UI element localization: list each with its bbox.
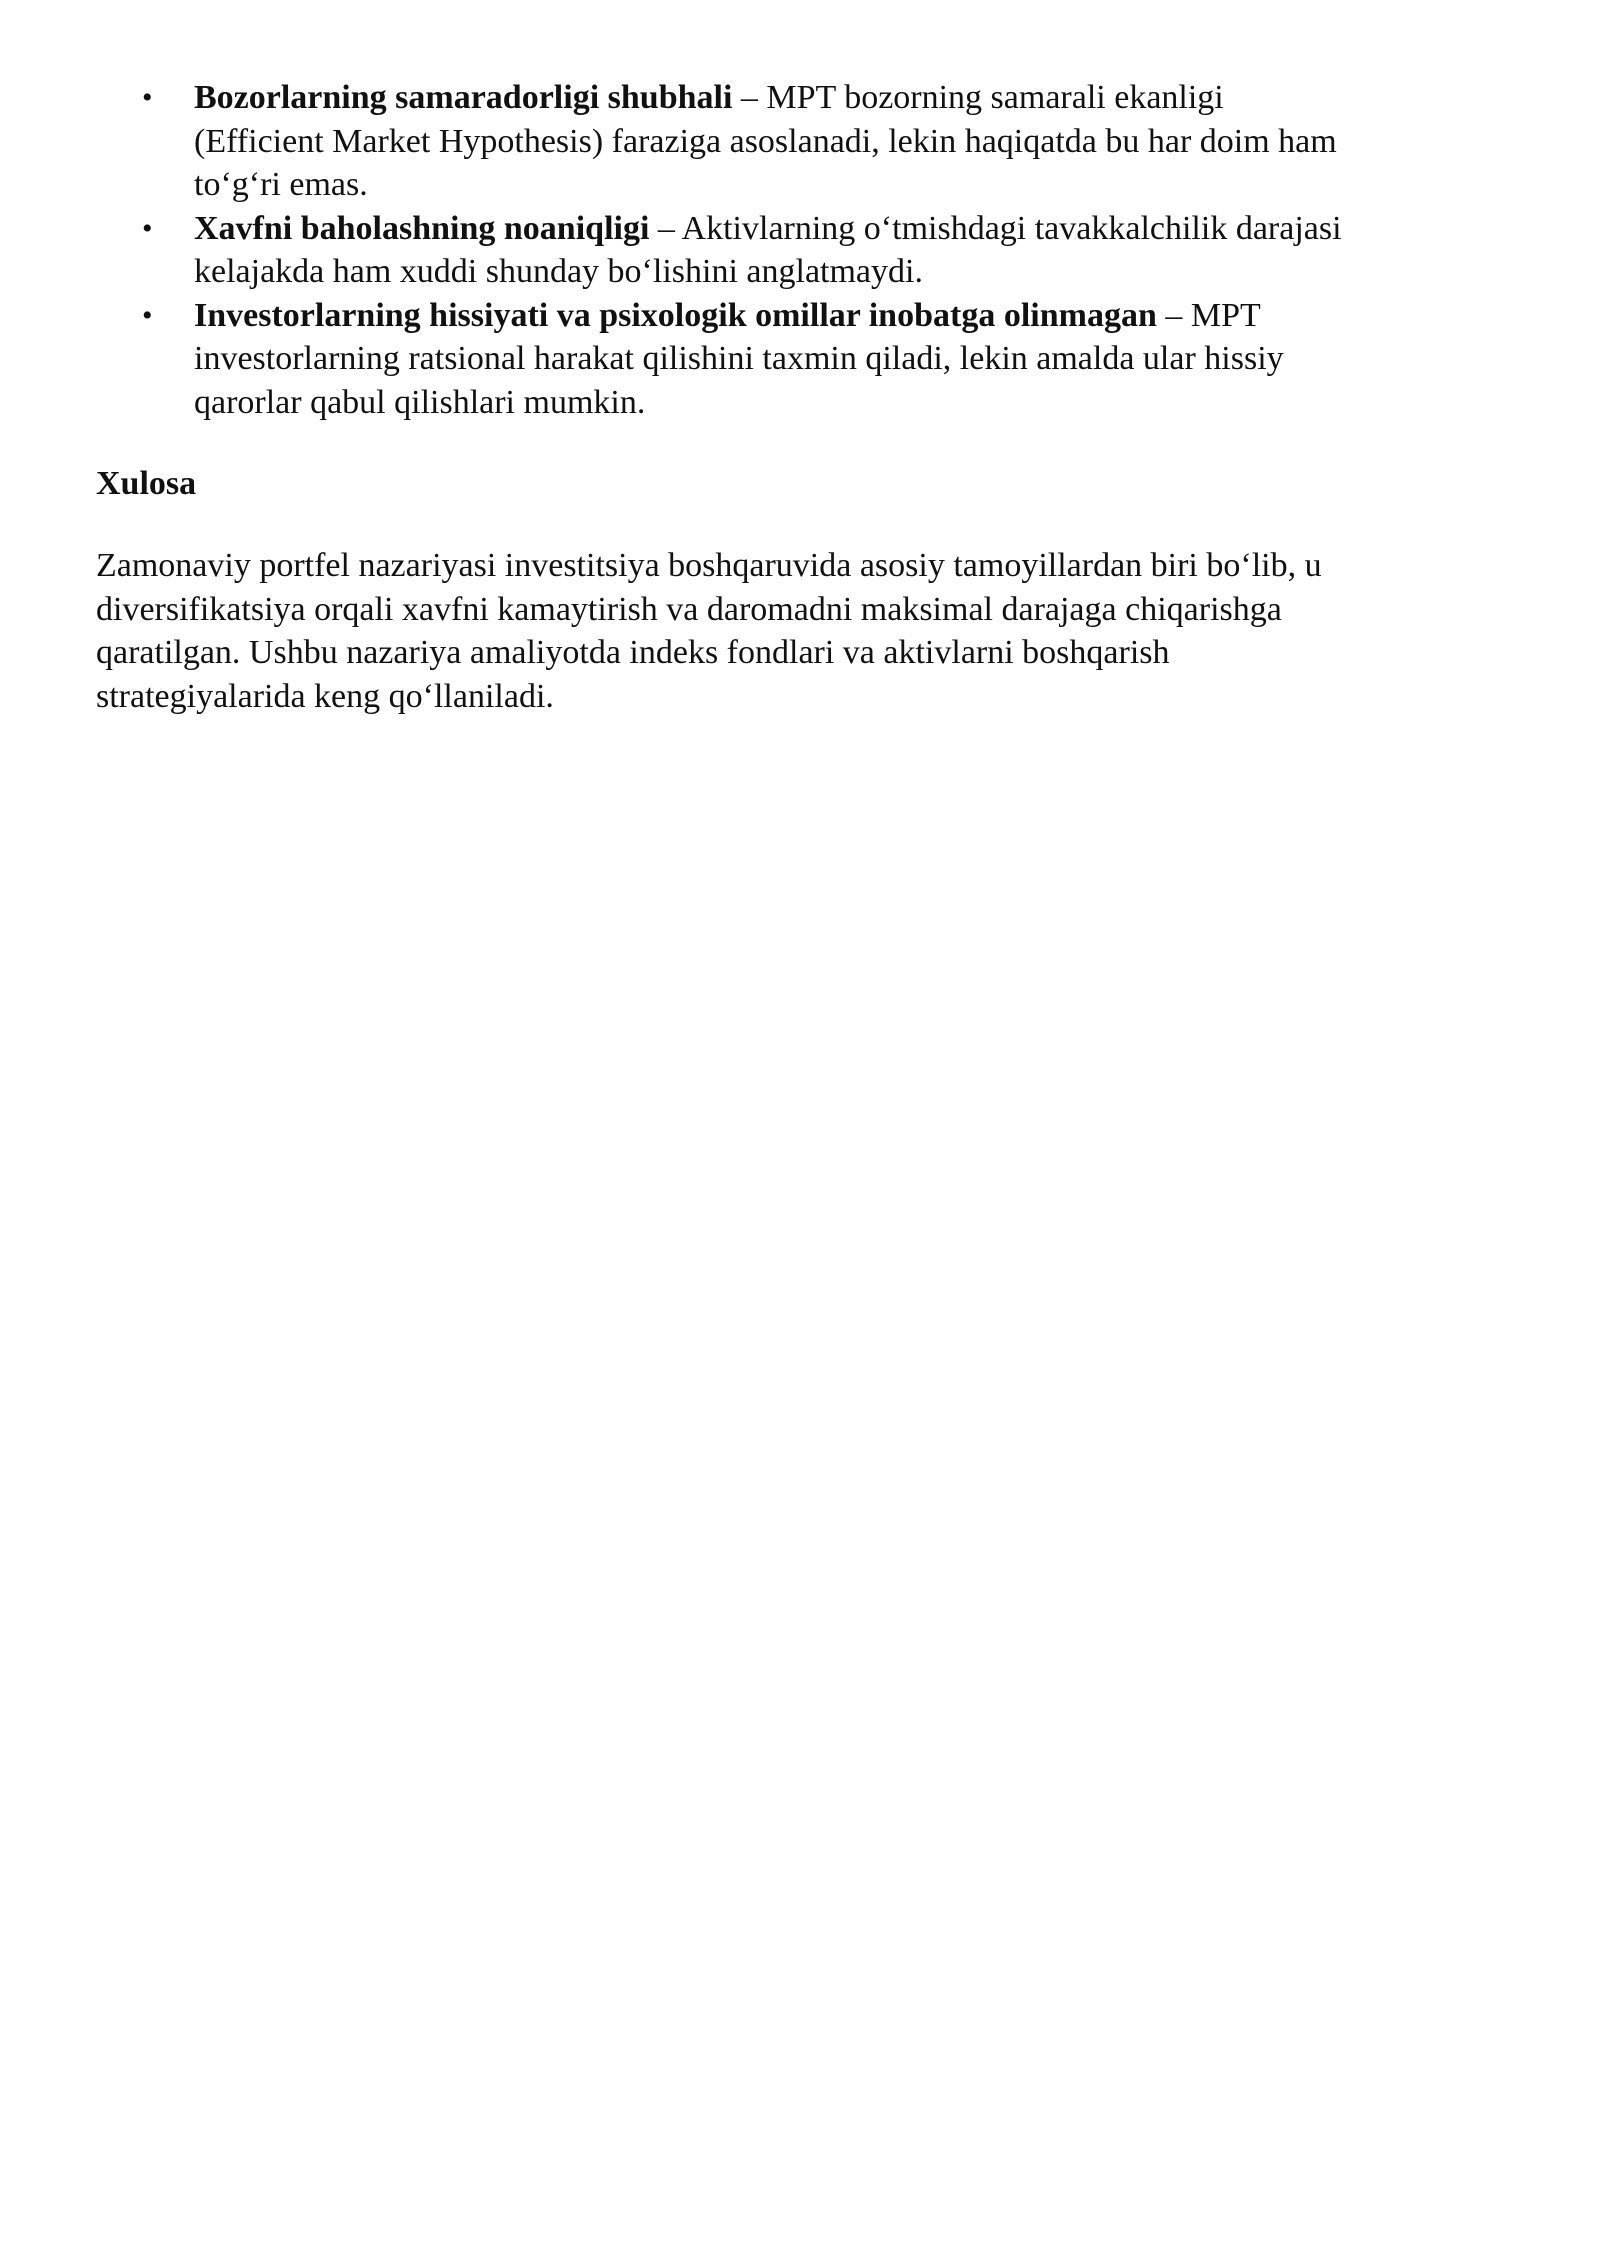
list-item — [96, 76, 1516, 207]
bullet-text: – Aktivlarning o‘tmishdagi tavakkalchilik darajasi — [649, 209, 1342, 247]
paragraph-line: diversifikatsiya orqali xavfni kamaytirish va daromadni maksimal darajaga chiqarishga — [96, 590, 1282, 628]
paragraph-line: strategiyalarida keng qo‘llaniladi. — [96, 677, 554, 715]
list-item — [96, 294, 1516, 425]
bullet-term: Investorlarning hissiyati va psixologik omillar inobatga olinmagan — [194, 296, 1157, 334]
bullet-icon: • — [142, 298, 153, 332]
paragraph-line: qaratilgan. Ushbu nazariya amaliyotda indeks fondlari va aktivlarni boshqarish — [96, 634, 1170, 671]
bullet-text: kelajakda ham xuddi shunday bo‘lishini anglatmaydi. — [194, 253, 923, 290]
bullet-text: – MPT bozorning samarali ekanligi — [732, 79, 1224, 116]
bullet-text: – MPT — [1156, 296, 1261, 334]
bullet-text: investorlarning ratsional harakat qilishini taxmin qiladi, lekin amalda ular hissiy — [194, 340, 1284, 377]
bullet-term: Bozorlarning samaradorligi shubhali — [194, 79, 733, 116]
bullet-icon: • — [142, 211, 153, 245]
limitations-list — [96, 76, 1516, 424]
list-item — [96, 207, 1516, 294]
bullet-text: (Efficient Market Hypothesis) faraziga asoslanadi, lekin haqiqatda bu har doim ham — [194, 122, 1337, 160]
conclusion-heading: Xulosa — [96, 465, 197, 502]
bullet-text: to‘g‘ri emas. — [194, 166, 368, 203]
paragraph-line: Zamonaviy portfel nazariyasi investitsiya boshqaruvida asosiy tamoyillardan biri bo‘lib, u — [96, 547, 1322, 584]
bullet-text: qarorlar qabul qilishlari mumkin. — [194, 383, 646, 421]
conclusion-paragraph — [96, 544, 1516, 718]
bullet-icon: • — [142, 81, 153, 114]
bullet-term: Xavfni baholashning noaniqligi — [194, 209, 650, 247]
